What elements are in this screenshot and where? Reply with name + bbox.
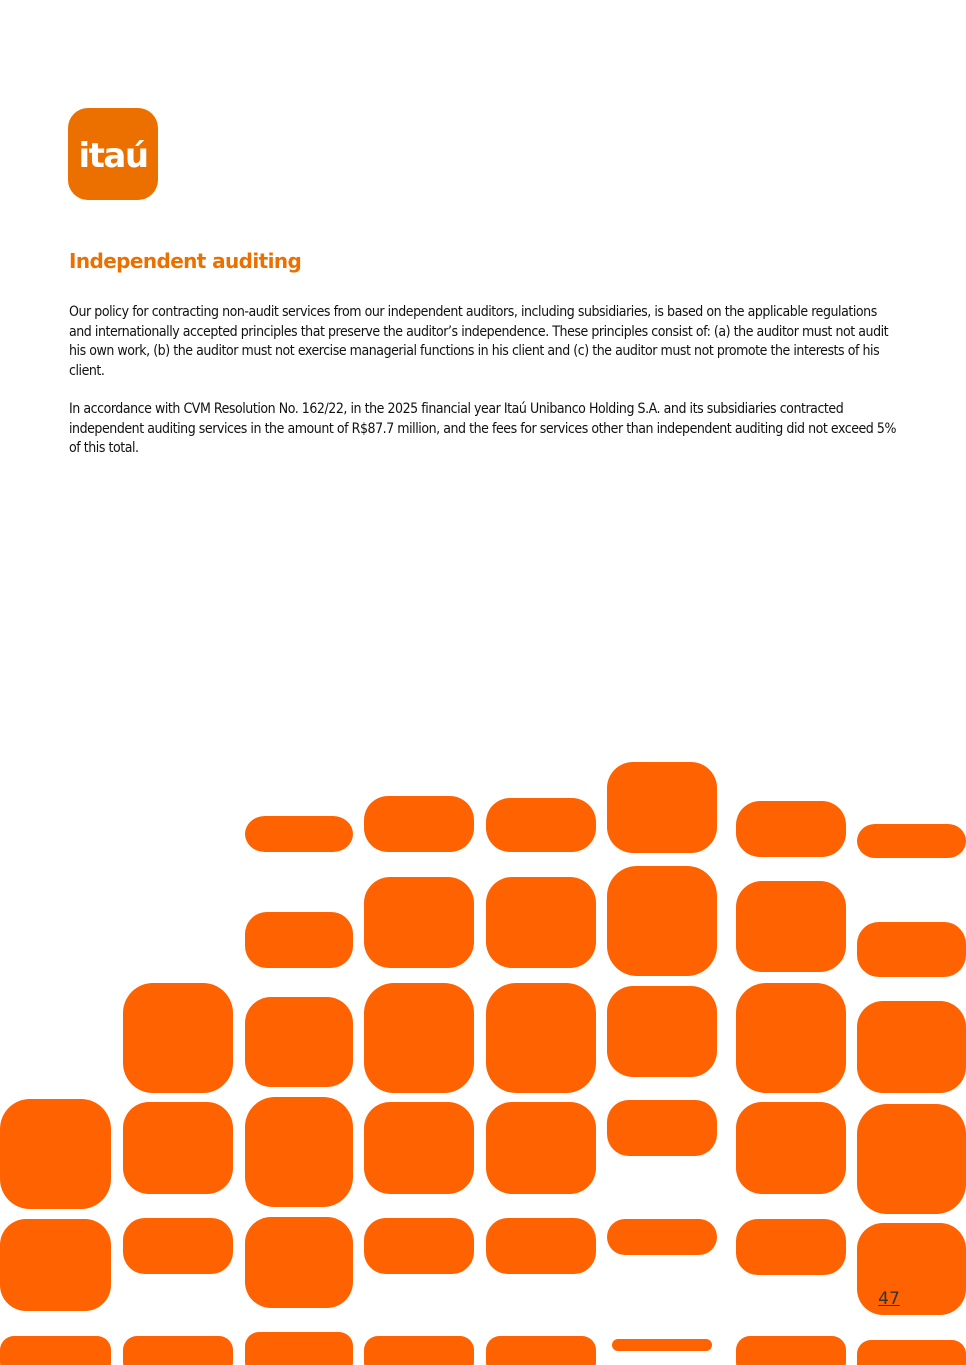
section-title: Independent auditing xyxy=(69,249,302,273)
decorative-tile xyxy=(607,1219,717,1255)
decorative-tile xyxy=(364,796,474,852)
decorative-tile xyxy=(607,986,717,1077)
decorative-tile xyxy=(612,1339,712,1351)
decorative-tile xyxy=(486,983,596,1093)
decorative-tile xyxy=(0,1336,111,1365)
paragraph-policy: Our policy for contracting non-audit services from our independent auditors, including subsidiaries, is based on the applicable regulations and internationally accepted principles that preserve the auditor’s independence. These principles consist of: (a) the auditor must not audit his own work, (b) the auditor must not exercise managerial functions in his client and (c) the auditor must not promote the interests of his client. xyxy=(69,304,889,379)
page-number[interactable]: 47 xyxy=(878,1289,900,1309)
decorative-tile xyxy=(857,1001,966,1093)
decorative-tile xyxy=(607,1100,717,1156)
decorative-tile xyxy=(245,1332,353,1365)
decorative-tile xyxy=(486,1218,596,1274)
logo-text: itaú xyxy=(78,136,148,176)
decorative-tile xyxy=(0,1219,111,1311)
decorative-tile xyxy=(0,1099,111,1209)
decorative-tile xyxy=(364,1102,474,1194)
decorative-tile xyxy=(245,1217,353,1308)
decorative-tile xyxy=(245,816,353,852)
decorative-tile xyxy=(736,1102,846,1194)
decorative-tile xyxy=(245,912,353,968)
decorative-tile xyxy=(857,1223,966,1315)
decorative-tile xyxy=(364,1336,474,1365)
decorative-tile xyxy=(486,1102,596,1194)
decorative-tile xyxy=(857,1104,966,1214)
decorative-tile xyxy=(736,983,846,1093)
decorative-tile xyxy=(486,1336,596,1365)
decorative-tile xyxy=(857,1340,966,1365)
decorative-tile xyxy=(123,1336,233,1365)
decorative-tile xyxy=(123,983,233,1093)
decorative-tile xyxy=(364,983,474,1093)
decorative-tile xyxy=(364,877,474,968)
decorative-tile xyxy=(486,877,596,968)
decorative-tile xyxy=(607,866,717,976)
paragraph-fees: In accordance with CVM Resolution No. 162/22, in the 2025 financial year Itaú Unibanco Holding S.A. and its subsidiaries contracted independent auditing services in the amount of R$87.7 million, and the fees for services other than independent auditing did not exceed 5% of this total. xyxy=(69,401,896,456)
decorative-tile xyxy=(736,881,846,972)
decorative-tile xyxy=(736,1219,846,1275)
decorative-tile xyxy=(245,1097,353,1207)
decorative-tile xyxy=(364,1218,474,1274)
decorative-tile xyxy=(857,824,966,858)
decorative-tile xyxy=(123,1218,233,1274)
decorative-tile xyxy=(486,798,596,852)
decorative-tile xyxy=(736,801,846,857)
decorative-tile xyxy=(607,762,717,853)
decorative-tile xyxy=(245,997,353,1087)
decorative-tile xyxy=(123,1102,233,1194)
decorative-tile xyxy=(736,1336,846,1365)
decorative-tile xyxy=(857,922,966,977)
